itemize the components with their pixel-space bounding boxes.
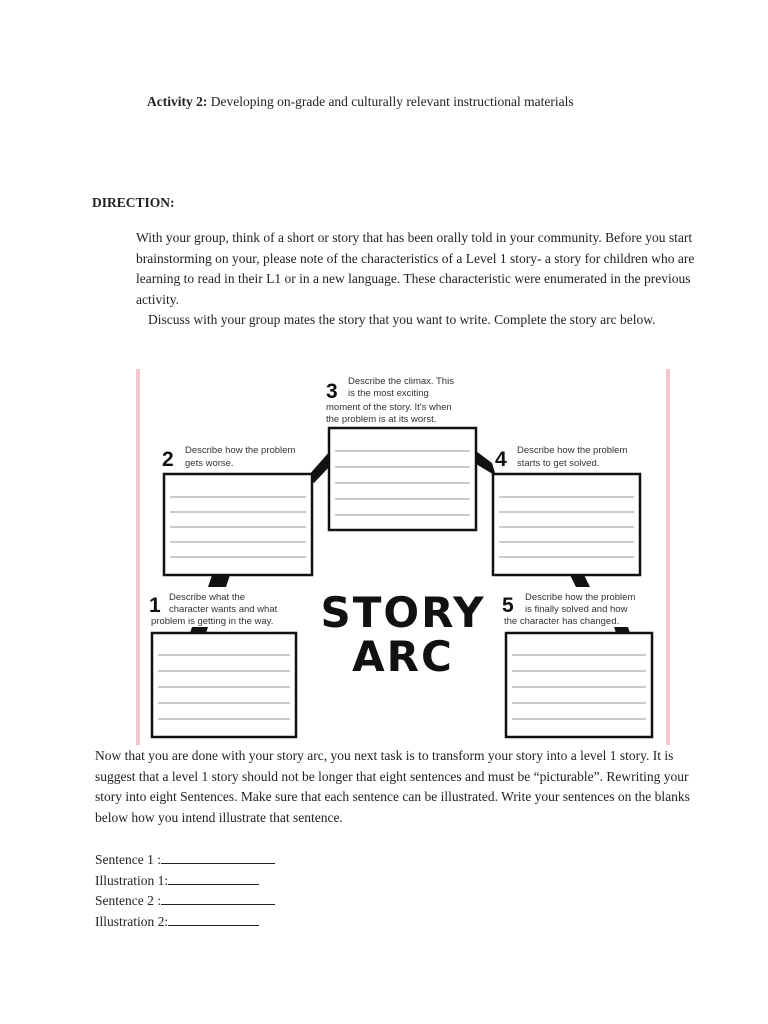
step-2-line-1: Describe how the problem [185, 445, 296, 456]
sentence-2-blank[interactable] [161, 891, 275, 905]
instructions-paragraph: Now that you are done with your story arc, you next task is to transform your story into a level 1 story. It is suggest that a level 1 story should not be longer that eight sentences and must be “picturable”. Rewriting your story into eight Sentences. Make sure that each sentence can be illustrated. Write your sentences on the blanks below how you intend illustrate that sentence. [95, 748, 690, 825]
step-3-number: 3 [326, 380, 338, 403]
illustration-2-label: Illustration 2: [95, 913, 169, 929]
direction-paragraph-2: Discuss with your group mates the story that you want to write. Complete the story arc below. [148, 312, 656, 328]
story-arc-worksheet [136, 369, 670, 745]
step-3-line-3: moment of the story. It's when [326, 402, 452, 413]
story-arc-title-line-2: ARC [352, 632, 454, 681]
sentence-2-label: Sentence 2 : [95, 893, 161, 909]
direction-paragraph-1: With your group, think of a short or story that has been orally told in your community. Before you start brainstorming on your, please note of the characteristics of a Level 1 story- a story for children who are learning to read in their L1 or in a new language. These characteristic were enumerated in the previous activity. [136, 230, 695, 307]
arc-connector-1-2 [208, 575, 230, 587]
step-5-line-1: Describe how the problem [525, 592, 636, 603]
arc-connector-3-4 [476, 451, 496, 476]
step-3-line-2: is the most exciting [348, 388, 429, 399]
arc-box-3 [329, 428, 476, 530]
step-1-line-3: problem is getting in the way. [151, 616, 274, 627]
arc-box-4 [493, 474, 640, 575]
story-arc-title-line-1: STORY [320, 588, 486, 637]
illustration-1-blank[interactable] [168, 871, 259, 885]
illustration-2-row [95, 912, 275, 933]
step-2-number: 2 [162, 448, 174, 471]
activity-title-text: Developing on-grade and culturally relevant instructional materials [210, 94, 574, 109]
step-4-line-1: Describe how the problem [517, 445, 628, 456]
direction-text [136, 228, 696, 331]
step-1-line-1: Describe what the [169, 592, 246, 603]
arc-box-2 [164, 474, 312, 575]
activity-label: Activity 2: [147, 94, 208, 109]
step-5-number: 5 [502, 594, 514, 617]
step-1-line-2: character wants and what [169, 604, 278, 615]
sentence-1-label: Sentence 1 : [95, 852, 161, 867]
sentence-1-blank[interactable] [161, 850, 275, 864]
arc-box-1 [152, 633, 296, 737]
sentence-1-row [95, 850, 275, 871]
illustration-1-row [95, 871, 275, 892]
step-4-line-2: starts to get solved. [517, 458, 600, 469]
step-4-number: 4 [495, 448, 507, 471]
step-2-line-2: gets worse. [185, 458, 234, 469]
step-3-line-4: the problem is at its worst. [326, 414, 437, 425]
arc-border-right [666, 369, 670, 745]
illustration-2-blank[interactable] [168, 912, 259, 926]
step-5-line-3: the character has changed. [504, 616, 620, 627]
arc-box-5 [506, 633, 652, 737]
step-3-line-1: Describe the climax. This [348, 376, 454, 387]
sentence-2-row [95, 891, 275, 912]
answer-blanks [95, 850, 275, 932]
illustration-1-label: Illustration 1: [95, 872, 169, 888]
activity-title [147, 94, 574, 110]
arc-connector-4-5 [570, 575, 590, 587]
direction-heading: DIRECTION: [92, 195, 175, 210]
arc-border-left [136, 369, 140, 745]
step-5-line-2: is finally solved and how [525, 604, 628, 615]
step-1-number: 1 [149, 594, 161, 617]
